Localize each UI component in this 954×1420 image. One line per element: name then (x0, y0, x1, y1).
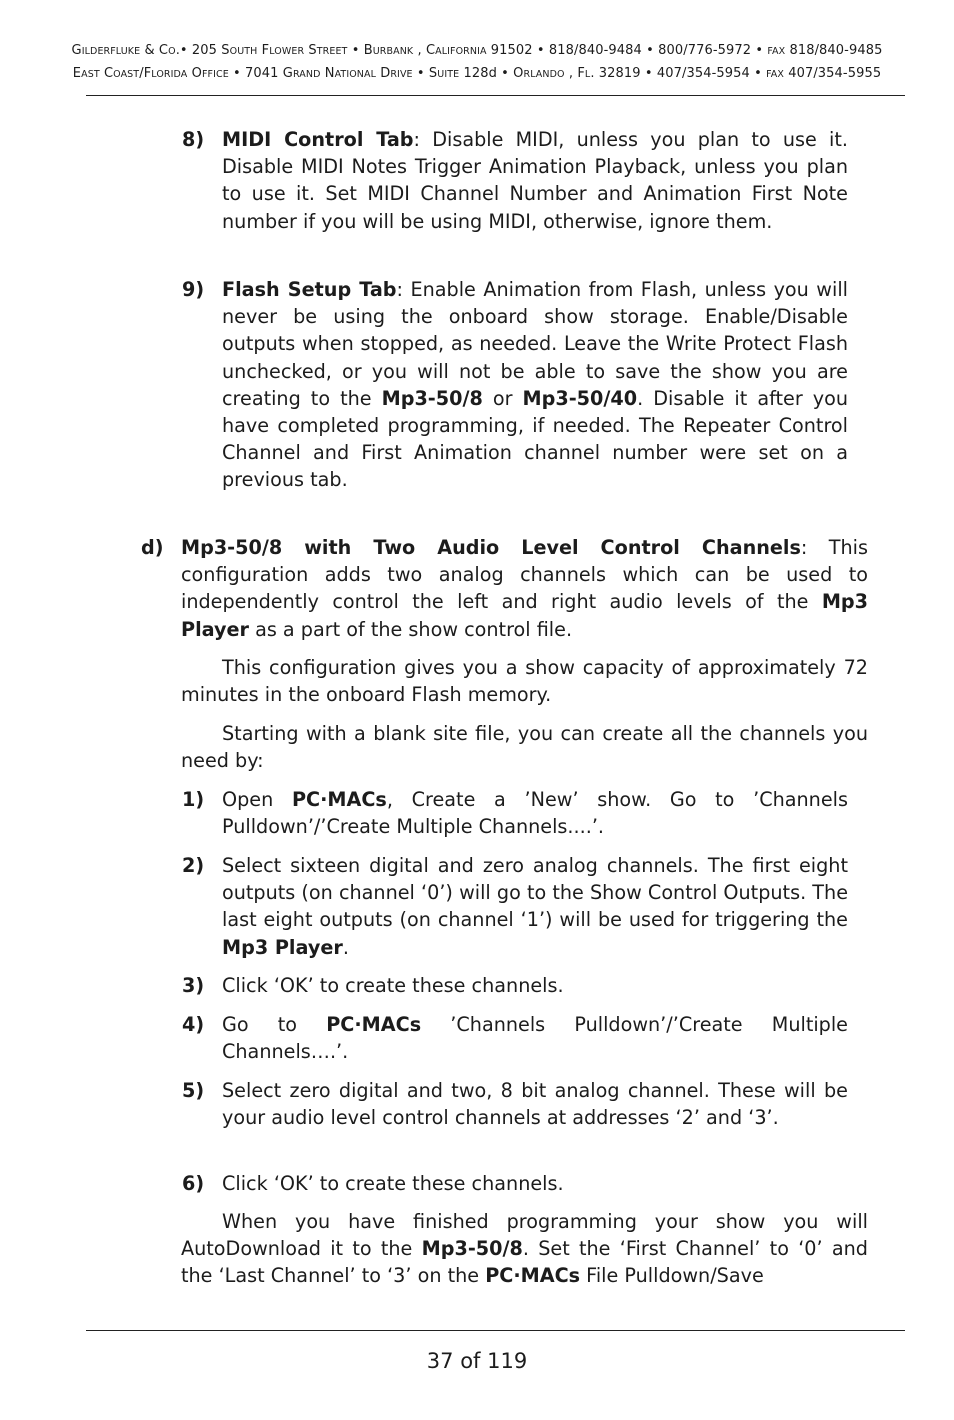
paragraph-autodownload: When you have finished programming your show you will AutoDownload it to the Mp3-50/8. Set the ‘First Channel’ to ‘0’ and the ‘Last Channel’ to ‘3’ on the PC·MACs File Pulldown/Save (181, 1210, 868, 1288)
list-item-step-1: 1) Open PC·MACs, Create a ’New’ show. Go to ’Channels Pulldown’/’Create Multiple Channels....’. (182, 788, 848, 839)
page-header (0, 40, 954, 86)
header-address-line-1: GILDERFLUKE & CO.• 205 SOUTH FLOWER STREET • BURBANK , CALIFORNIA 91502 • 818/840-9484 • 800/776-5972 • FAX 818/840-9485 (71, 43, 883, 58)
list-item-step-5: 5) Select zero digital and two, 8 bit analog channel. These will be your audio level control channels at addresses ‘2’ and ‘3’. (182, 1079, 848, 1130)
list-item-midi-control-tab: 8) MIDI Control Tab: Disable MIDI, unless you plan to use it. Disable MIDI Notes Trigger Animation Playback, unless you plan to use it. Set MIDI Channel Number and Animation First Note number if you will be using MIDI, otherwise, ignore them. (182, 128, 848, 233)
footer-divider (86, 1330, 905, 1331)
header-address-line-2: EAST COAST/FLORIDA OFFICE • 7041 GRAND NATIONAL DRIVE • SUITE 128d • ORLANDO , FL. 32819 • 407/354-5954 • FAX 407/354-5955 (72, 66, 882, 81)
list-item-step-4: 4) Go to PC·MACs ’Channels Pulldown’/’Create Multiple Channels….’. (182, 1013, 848, 1064)
list-item-step-3: 3) Click ‘OK’ to create these channels. (182, 974, 564, 997)
page-number: 37 of 119 (426, 1349, 528, 1373)
list-item-flash-setup-tab: 9) Flash Setup Tab: Enable Animation from Flash, unless you will never be using the onboard show storage. Enable/Disable outputs when stopped, as needed. Leave the Write Protect Flash unchecked, or you will not be able to save the show you are creating to the Mp3-50/8 or Mp3-50/40. Disable it after you have completed programming, if needed. The Repeater Control Channel and First Animation channel number were set on a previous tab. (182, 278, 848, 492)
list-item-step-2: 2) Select sixteen digital and zero analog channels. The first eight outputs (on channel ‘0’) will go to the Show Control Outputs. The last eight outputs (on channel ‘1’) will be used for triggering the Mp3 Player. (182, 854, 848, 959)
list-item-step-6: 6) Click ‘OK’ to create these channels. (182, 1172, 564, 1195)
paragraph-starting: Starting with a blank site file, you can create all the channels you need by: (181, 722, 868, 773)
section-d-audio-level-channels: d) Mp3-50/8 with Two Audio Level Control Channels: This configuration adds two analog channels which can be used to independently control the left and right audio levels of the Mp3 Player as a part of the show control file. (141, 536, 868, 641)
header-divider (86, 95, 905, 96)
paragraph-capacity: This configuration gives you a show capacity of approximately 72 minutes in the onboard Flash memory. (181, 656, 868, 707)
